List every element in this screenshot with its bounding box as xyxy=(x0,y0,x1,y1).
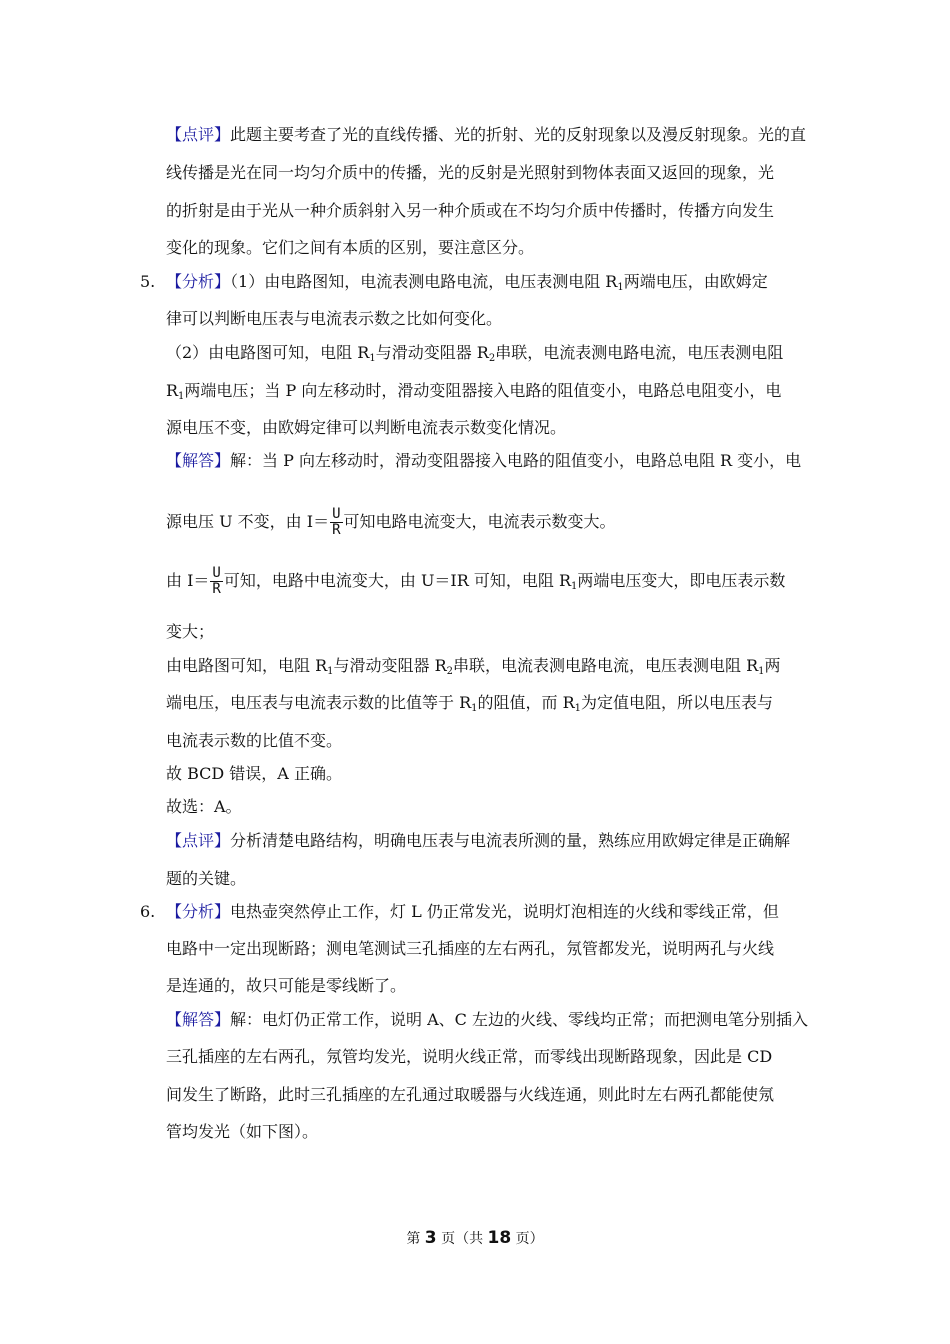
comment-line-1 xyxy=(166,124,816,146)
q5-analysis-line-5: 源电压不变，由欧姆定律可以判断电流表示数变化情况。 xyxy=(166,418,567,437)
question-number-6: 6. xyxy=(140,902,156,921)
q5-analysis-line-3: （2）由电路图可知，电阻 $R_1$与滑动变阻器 $R_2$串联，电流表测电路电流，电压表测电阻 xyxy=(166,343,784,364)
fraction-u-over-r: $\frac{U}{R}$ xyxy=(212,565,221,597)
q5-solution-line-6: 端电压，电压表与电流表示数的比值等于 $R_1$的阻值，而 $R_1$为定值电阻，所以电压表与 xyxy=(166,693,774,714)
q6-solution-line-1: 【解答】解：电灯仍正常工作，说明 A、C 左边的火线、零线均正常；而把测电笔分别插入 xyxy=(166,1010,808,1029)
q5-analysis-line-1: 【分析】（1）由电路图知，电流表测电路电流，电压表测电阻 $R_1$两端电压，由欧姆定 xyxy=(166,272,768,293)
q5-comment-line-2: 题的关键。 xyxy=(166,869,247,888)
page-footer: 第 3 页（共 18 页） xyxy=(406,1228,544,1248)
q6-solution-line-4: 管均发光（如下图）。 xyxy=(166,1122,319,1141)
q5-analysis-line-4: $R_1$两端电压；当 P 向左移动时，滑动变阻器接入电路的阻值变小，电路总电阻变小，电 xyxy=(166,381,782,402)
q6-solution-line-2: 三孔插座的左右两孔，氖管均发光，说明火线正常，而零线出现断路现象，因此是 CD xyxy=(166,1047,773,1066)
comment-label: 【点评】 xyxy=(166,125,231,144)
q6-analysis-line-1: 【分析】电热壶突然停止工作，灯 L 仍正常发光，说明灯泡相连的火线和零线正常，但 xyxy=(166,902,779,921)
question-number-5: 5. xyxy=(140,272,156,291)
q6-solution-line-3: 间发生了断路，此时三孔插座的左孔通过取暖器与火线连通，则此时左右两孔都能使氖 xyxy=(166,1085,775,1104)
answer-label: 【解答】 xyxy=(166,1010,231,1029)
q5-solution-line-4: 变大； xyxy=(166,622,215,641)
q5-solution-line-9: 故选：A。 xyxy=(166,797,242,816)
comment-line-2: 线传播是光在同一均匀介质中的传播，光的反射是光照射到物体表面又返回的现象，光 xyxy=(166,163,775,182)
q5-solution-line-3: 由 I＝ $\frac{U}{R}$ 可知，电路中电流变大，由 U＝IR 可知，电阻 $R_1$两端电压变大，即电压表示数 xyxy=(166,565,786,597)
page-total: 18 xyxy=(487,1228,512,1248)
q5-solution-line-8: 故 BCD 错误，A 正确。 xyxy=(166,764,342,783)
q5-solution-line-5: 由电路图可知，电阻 $R_1$与滑动变阻器 $R_2$串联，电流表测电路电流，电压表测电阻 $R_1$两 xyxy=(166,656,781,677)
analysis-label: 【分析】 xyxy=(166,902,231,921)
q5-solution-line-2: 源电压 U 不变，由 I＝ $\frac{U}{R}$ 可知电路电流变大，电流表示数变大。 xyxy=(166,506,616,538)
comment-text: 此题主要考查了光的直线传播、光的折射、光的反射现象以及漫反射现象。光的直 xyxy=(230,125,807,144)
analysis-label: 【分析】 xyxy=(166,272,231,291)
comment-label: 【点评】 xyxy=(166,831,231,850)
q5-comment-line-1: 【点评】分析清楚电路结构，明确电压表与电流表所测的量，熟练应用欧姆定律是正确解 xyxy=(166,831,791,850)
page-number: 3 xyxy=(424,1228,437,1248)
q6-analysis-line-2: 电路中一定出现断路；测电笔测试三孔插座的左右两孔，氖管都发光，说明两孔与火线 xyxy=(166,939,775,958)
comment-line-4: 变化的现象。它们之间有本质的区别，要注意区分。 xyxy=(166,238,535,257)
answer-label: 【解答】 xyxy=(166,451,231,470)
q5-solution-line-1: 【解答】解：当 P 向左移动时，滑动变阻器接入电路的阻值变小，电路总电阻 R 变小，电 xyxy=(166,451,802,470)
q6-analysis-line-3: 是连通的，故只可能是零线断了。 xyxy=(166,976,407,995)
fraction-u-over-r: $\frac{U}{R}$ xyxy=(332,506,341,538)
comment-line-3: 的折射是由于光从一种介质斜射入另一种介质或在不均匀介质中传播时，传播方向发生 xyxy=(166,201,775,220)
q5-solution-line-7: 电流表示数的比值不变。 xyxy=(166,731,343,750)
q5-analysis-line-2: 律可以判断电压表与电流表示数之比如何变化。 xyxy=(166,309,503,328)
